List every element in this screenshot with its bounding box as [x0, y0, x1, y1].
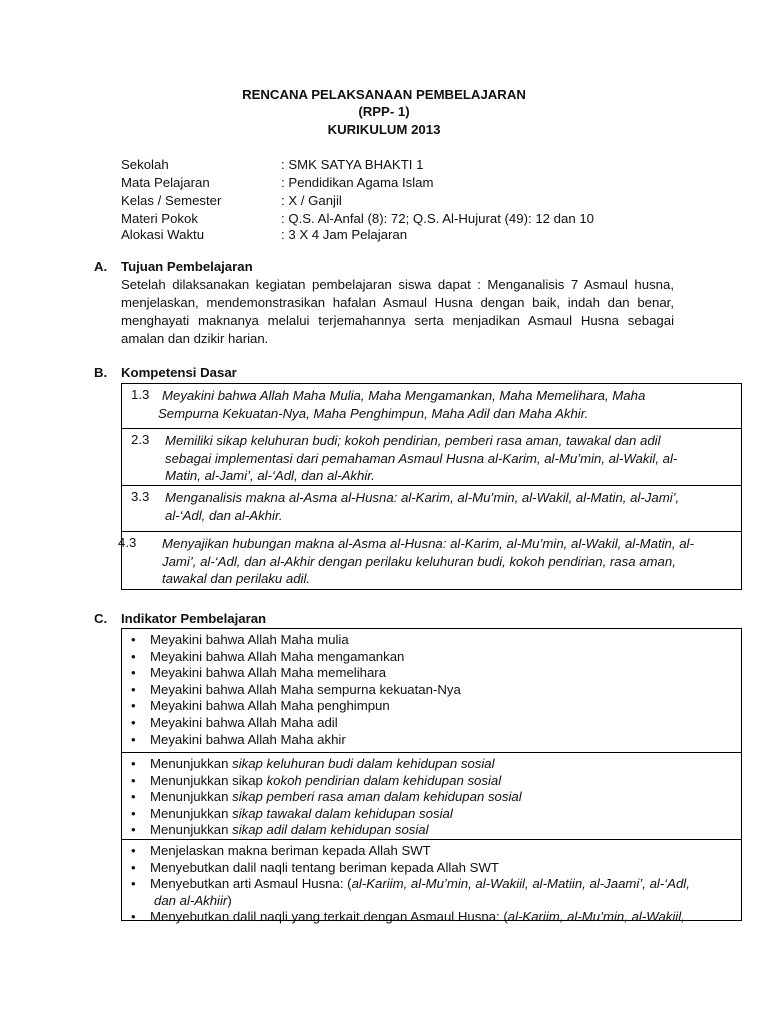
kd-row — [122, 485, 741, 531]
bullet: • — [131, 859, 136, 875]
bullet: • — [131, 772, 136, 788]
bullet: • — [131, 731, 136, 747]
bullet: • — [131, 681, 136, 697]
list-item: • Menunjukkan sikap pemberi rasa aman dalam kehidupan sosial — [131, 789, 522, 805]
kompetensi-dasar-table — [118, 383, 742, 590]
kd-line: Jami’, al-‘Adl, dan al-Akhir dengan perilaku keluhuran budi, kokoh pendirian, rasa aman, — [162, 553, 676, 569]
info-label: Sekolah — [121, 157, 169, 172]
list-item: • Menunjukkan sikap keluhuran budi dalam kehidupan sosial — [131, 756, 495, 771]
kd-number: 3.3 — [131, 489, 150, 504]
kd-line: al-‘Adl, dan al-Akhir. — [165, 507, 283, 523]
list-item-continuation: dan al-Akhiir) — [154, 892, 232, 908]
kd-text — [162, 535, 694, 588]
doc-title-line2: (RPP- 1) — [358, 104, 410, 119]
indikator-table — [121, 628, 742, 925]
info-label: Materi Pokok — [121, 211, 198, 226]
kd-line: Menganalisis makna al-Asma al-Husna: al-Karim, al-Mu’min, al-Wakil, al-Matin, al-Jami’, — [165, 490, 680, 505]
kd-line: Matin, al-Jami’, al-‘Adl, dan al-Akhir. — [165, 468, 375, 483]
indikator-group-3 — [122, 839, 741, 925]
info-value: : Q.S. Al-Anfal (8): 72; Q.S. Al-Hujurat (49): 12 dan 10 — [281, 211, 594, 226]
list-item: • Meyakini bahwa Allah Maha adil — [131, 714, 338, 730]
bullet: • — [131, 822, 136, 838]
section-a-paragraph: Setelah dilaksanakan kegiatan pembelajaran siswa dapat : Menganalisis 7 Asmaul husna, menjelaskan, mendemonstrasikan hafalan Asmaul Husna dengan baik, indah dan benar, menghayati maknanya melalui terjemahannya serta menjadikan Asmaul Husna sebagai amalan dan dzikir harian. — [121, 277, 674, 346]
info-label: Mata Pelajaran — [121, 175, 210, 190]
section-c-heading — [94, 611, 266, 626]
section-b-heading — [94, 365, 237, 380]
list-item: • Meyakini bahwa Allah Maha mengamankan — [131, 648, 405, 664]
section-letter: B. — [94, 365, 108, 380]
list-item: • Menjelaskan makna beriman kepada Allah SWT — [131, 843, 431, 858]
bullet: • — [131, 665, 136, 681]
kd-number: 2.3 — [131, 432, 150, 447]
list-item: • Meyakini bahwa Allah Maha mulia — [131, 632, 349, 647]
list-item: • Menunjukkan sikap kokoh pendirian dalam kehidupan sosial — [131, 772, 502, 788]
list-item: • Meyakini bahwa Allah Maha sempurna kekuatan-Nya — [131, 681, 461, 697]
kd-text — [165, 432, 677, 485]
section-title: Indikator Pembelajaran — [121, 611, 267, 626]
info-value: : 3 X 4 Jam Pelajaran — [281, 227, 408, 242]
list-item: • Meyakini bahwa Allah Maha penghimpun — [131, 698, 390, 714]
info-value: : Pendidikan Agama Islam — [281, 175, 434, 190]
kd-line: sebagai implementasi dari pemahaman Asmaul Husna al-Karim, al-Mu’min, al-Wakil, al- — [165, 450, 678, 466]
list-item: • Menyebutkan arti Asmaul Husna: (al-Kariim, al-Mu’min, al-Wakiil, al-Matiin, al-Jaami’, al-‘Adl, — [131, 876, 690, 892]
list-item: • Menunjukkan sikap tawakal dalam kehidupan sosial — [131, 805, 453, 821]
bullet: • — [131, 789, 136, 805]
kd-line: Memiliki sikap keluhuran budi; kokoh pendirian, pemberi rasa aman, tawakal dan adil — [165, 433, 661, 448]
section-letter: A. — [94, 259, 108, 274]
list-item: • Menyebutkan dalil naqli tentang beriman kepada Allah SWT — [131, 859, 499, 875]
kd-number: 1.3 — [131, 387, 150, 402]
info-label: Kelas / Semester — [121, 193, 222, 208]
section-title: Tujuan Pembelajaran — [121, 259, 253, 274]
section-a-heading — [94, 259, 253, 274]
kd-number: 4.3 — [118, 535, 137, 550]
kd-row — [122, 384, 741, 428]
kd-row — [118, 531, 741, 591]
section-letter: C. — [94, 611, 108, 626]
indikator-group-1 — [122, 632, 741, 749]
bullet: • — [131, 714, 136, 730]
bullet: • — [131, 698, 136, 714]
info-label: Alokasi Waktu — [121, 227, 205, 242]
info-value: : X / Ganjil — [281, 193, 342, 208]
kd-line: Sempurna Kekuatan-Nya, Maha Penghimpun, Maha Adil dan Maha Akhir. — [158, 405, 589, 421]
bullet: • — [131, 648, 136, 664]
kd-line: Meyakini bahwa Allah Maha Mulia, Maha Mengamankan, Maha Memelihara, Maha — [162, 388, 646, 403]
list-item: • Menunjukkan sikap adil dalam kehidupan sosial — [131, 822, 429, 838]
doc-title-line3: KURIKULUM 2013 — [327, 122, 441, 137]
list-item: • Meyakini bahwa Allah Maha akhir — [131, 731, 346, 747]
list-item: • Meyakini bahwa Allah Maha memelihara — [131, 665, 387, 681]
kd-line: tawakal dan perilaku adil. — [162, 571, 311, 586]
bullet: • — [131, 909, 136, 925]
info-value: : SMK SATYA BHAKTI 1 — [281, 157, 424, 172]
bullet: • — [131, 632, 136, 647]
kd-text — [158, 387, 646, 422]
list-item: • Menyebutkan dalil naqli yang terkait dengan Asmaul Husna: (al-Kariim, al-Mu’min, al-Wakiil, — [131, 909, 685, 925]
section-title: Kompetensi Dasar — [121, 365, 237, 380]
bullet: • — [131, 805, 136, 821]
bullet: • — [131, 876, 136, 892]
doc-title-line1: RENCANA PELAKSANAAN PEMBELAJARAN — [242, 87, 526, 102]
kd-text — [165, 489, 679, 524]
kd-row — [122, 428, 741, 483]
bullet: • — [131, 843, 136, 858]
indikator-group-2 — [122, 752, 741, 840]
kd-line: Menyajikan hubungan makna al-Asma al-Husna: al-Karim, al-Mu’min, al-Wakil, al-Matin, al- — [162, 536, 694, 551]
bullet: • — [131, 756, 136, 771]
